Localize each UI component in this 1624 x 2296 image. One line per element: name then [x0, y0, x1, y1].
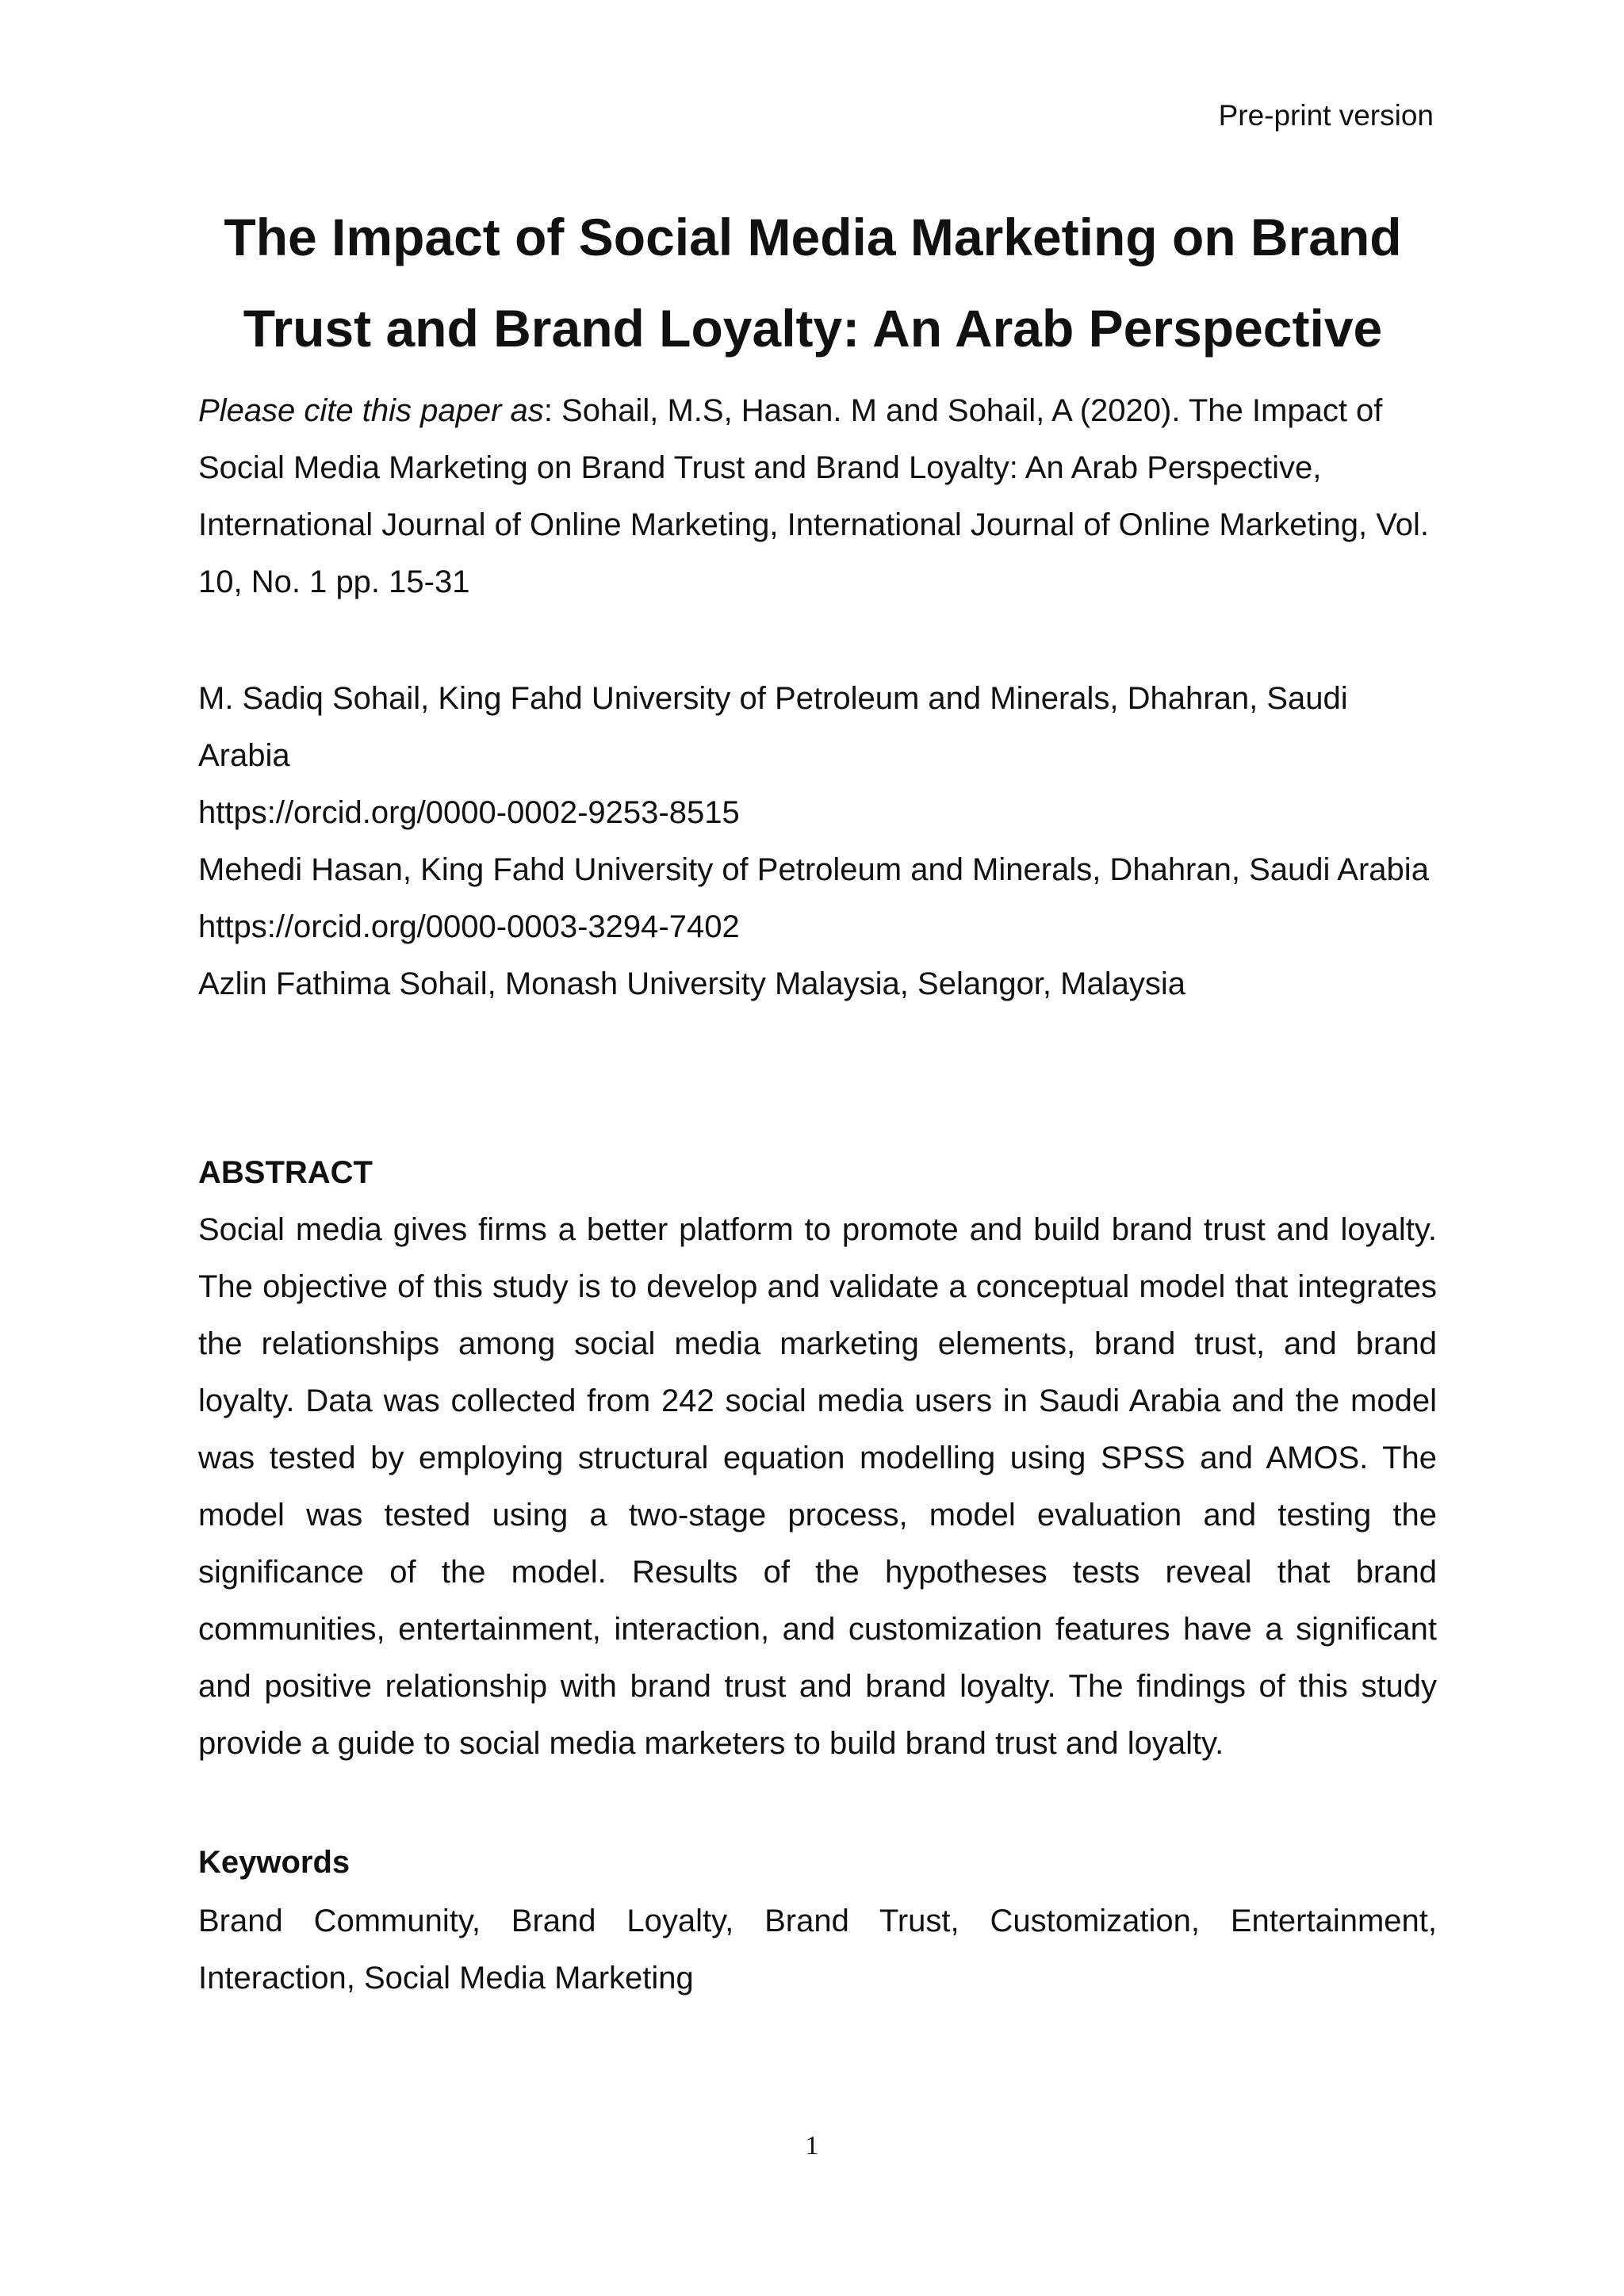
keywords-heading: Keywords [198, 1845, 350, 1880]
citation-label: Please cite this paper as [198, 393, 544, 428]
abstract-heading: ABSTRACT [198, 1155, 373, 1190]
version-note: Pre-print version [1218, 99, 1434, 132]
paper-title: The Impact of Social Media Marketing on Brand Trust and Brand Loyalty: An Arab Perspective [224, 208, 1402, 358]
author-affiliation: Azlin Fathima Sohail, Monash University Malaysia, Selangor, Malaysia [198, 966, 1185, 1001]
author-orcid-link[interactable]: https://orcid.org/0000-0003-3294-7402 [198, 909, 740, 944]
keywords-text: Brand Community, Brand Loyalty, Brand Trust, Customization, Entertainment, Interaction, Social Media Marketing [198, 1904, 1437, 1996]
author-orcid-link[interactable]: https://orcid.org/0000-0002-9253-8515 [198, 795, 740, 830]
citation-text: : Sohail, M.S, Hasan. M and Sohail, A (2020). The Impact of Social Media Marketing on Brand Trust and Brand Loyalty: An Arab Perspective, International Journal of Online Marketing, International Journal of Online Marketing, Vol. 10, No. 1 pp. 15-31 [198, 393, 1429, 599]
abstract-text: Social media gives firms a better platform to promote and build brand trust and loyalty. The objective of this study is to develop and validate a conceptual model that integrates the relationships among social media marketing elements, brand trust, and brand loyalty. Data was collected from 242 social media users in Saudi Arabia and the model was tested by employing structural equation modelling using SPSS and AMOS. The model was tested using a two-stage process, model evaluation and testing the significance of the model. Results of the hypotheses tests reveal that brand communities, entertainment, interaction, and customization features have a significant and positive relationship with brand trust and brand loyalty. The findings of this study provide a guide to social media marketers to build brand trust and loyalty. [198, 1212, 1437, 1761]
author-affiliation: Mehedi Hasan, King Fahd University of Petroleum and Minerals, Dhahran, Saudi Arabia [198, 852, 1429, 887]
citation [198, 382, 1437, 610]
page-number: 1 [805, 2131, 819, 2160]
author-list [198, 670, 1437, 1012]
author-affiliation: M. Sadiq Sohail, King Fahd University of Petroleum and Minerals, Dhahran, Saudi Arabia [198, 681, 1348, 773]
